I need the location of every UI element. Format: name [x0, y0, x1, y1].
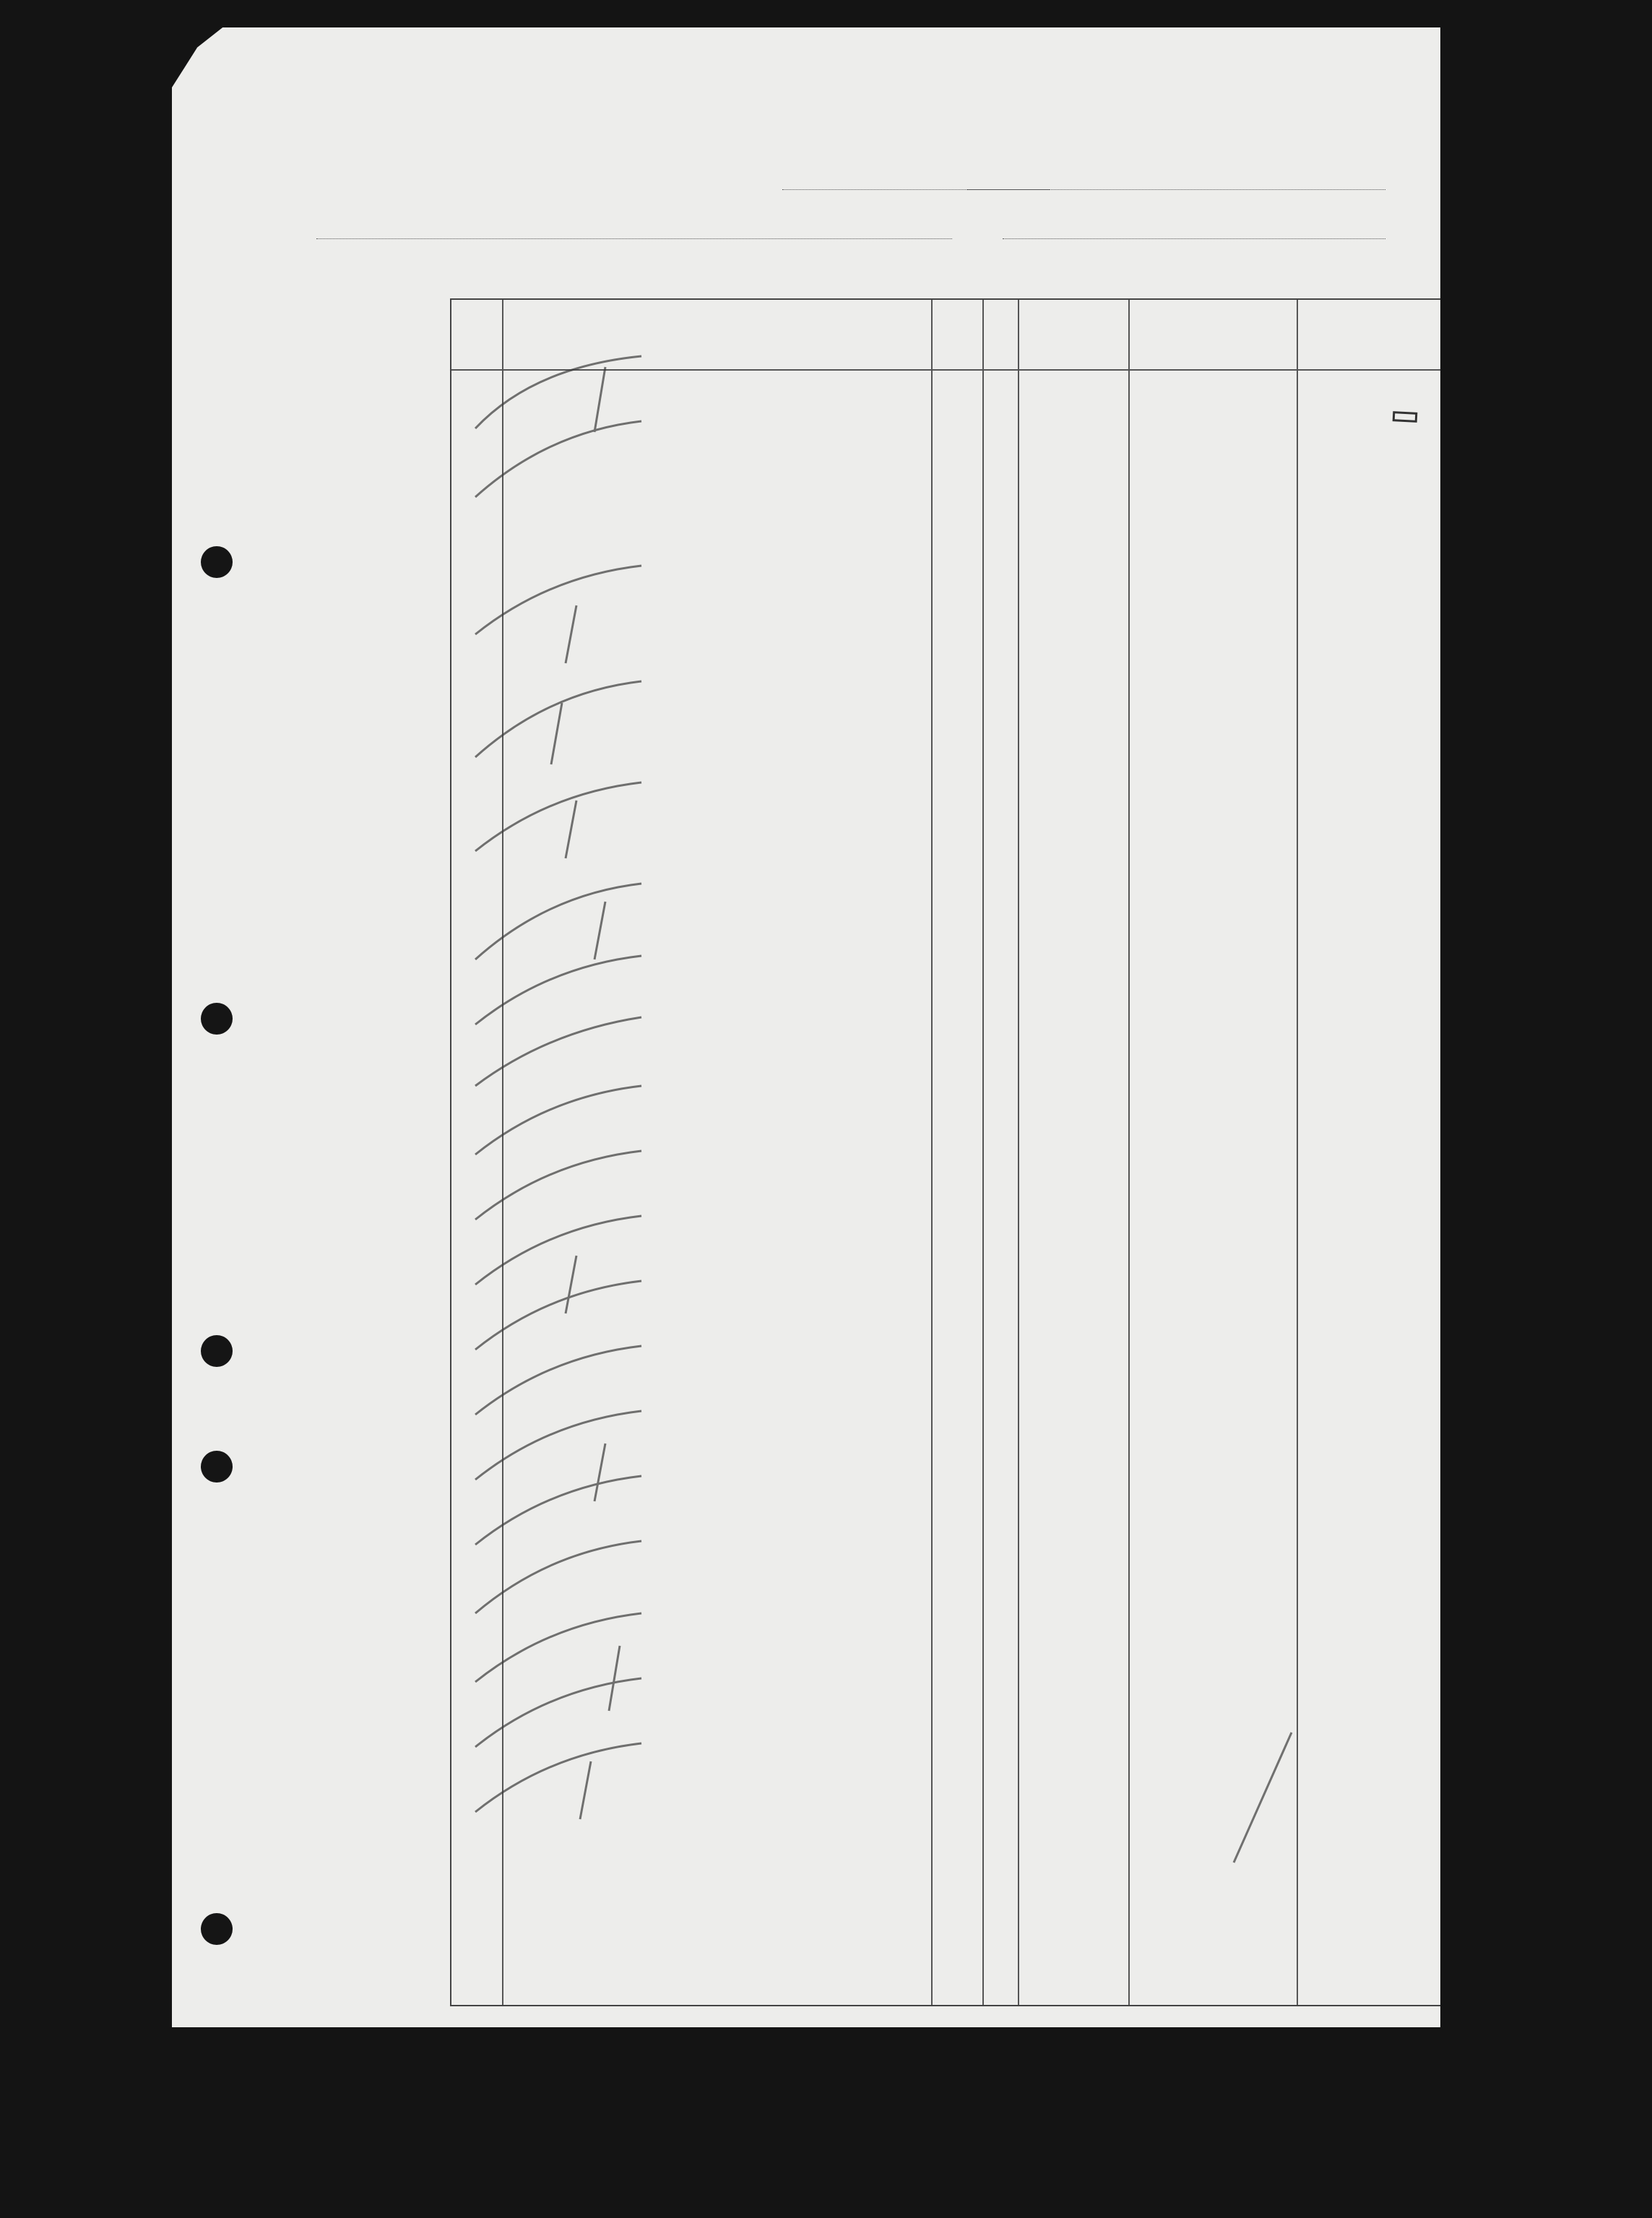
document-page [172, 27, 1440, 2027]
binder-hole [201, 1003, 233, 1035]
binder-hole [201, 1335, 233, 1367]
binder-hole [201, 546, 233, 578]
passenger-table [450, 298, 1575, 2006]
us-citizen-stamp [1393, 411, 1418, 423]
binder-hole [201, 1451, 233, 1483]
binder-hole [201, 1913, 233, 1945]
